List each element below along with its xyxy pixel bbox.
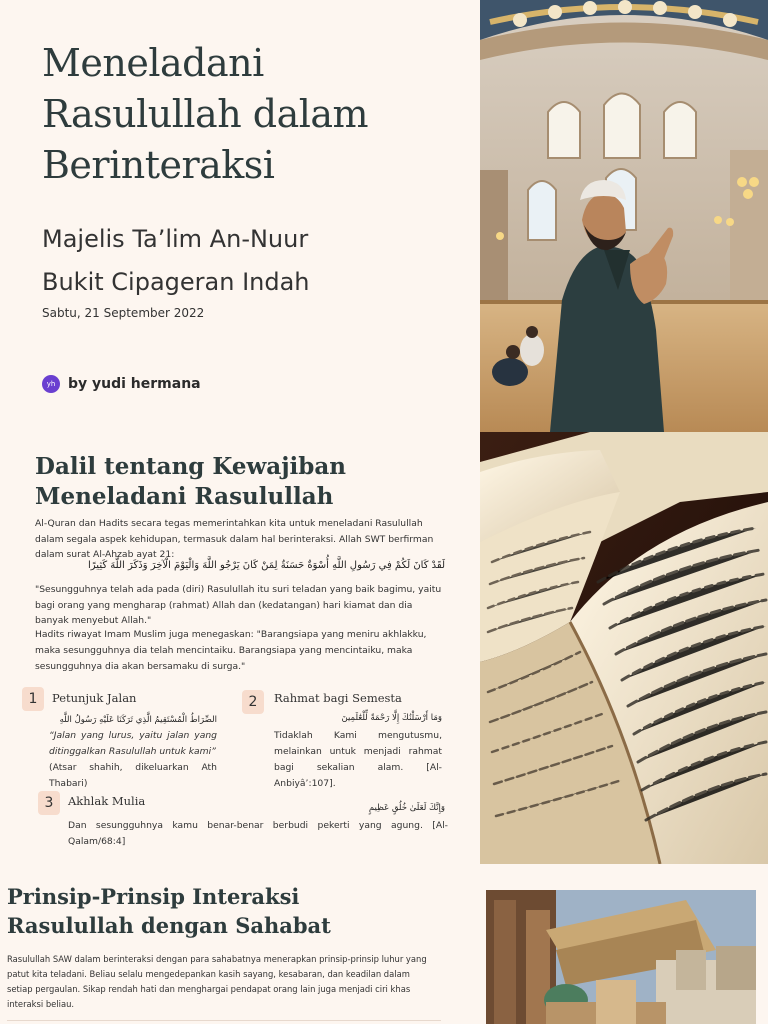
prinsip-slide [0,864,768,1024]
card-number-badge: 1 [22,687,44,711]
ancient-market-image [486,890,756,1024]
author-avatar: yh [42,375,60,393]
card-quote [49,728,217,792]
card-body: Tidaklah Kami mengutusmu, melainkan untuk menjadi rahmat bagi sekalian alam. [Al-Anbiyâ’:107]. [274,730,442,789]
section-divider [7,1020,441,1021]
card-arabic-text: وَإِنَّكَ لَعَلَىٰ خُلُقٍ عَظِيمٍ [368,803,445,813]
title-slide-text-panel [0,0,480,432]
prinsip-body: Rasulullah SAW dalam berinteraksi dengan para sahabatnya menerapkan prinsip-prinsip luhur yang patut kita teladani. Beliau selalu mengedepankan kasih sayang, kesabaran, dan keadilan dalam setiap pergaulan. Sikap rendah hati dan menghargai pendapat orang lain juga menjadi ciri khas interaksi beliau. [7,954,427,1009]
card-quote-source: (Atsar shahih, dikeluarkan Ath Thabari) [49,762,217,789]
card-arabic-text: الصِّرَاطُ الْمُسْتَقِيمُ الَّذِي تَرَكَنَا عَلَيْهِ رَسُولُ اللَّهِ [59,715,217,725]
dalil-slide [0,432,768,864]
al-ahzab-arabic-verse: لَقَدْ كَانَ لَكُمْ فِي رَسُولِ اللَّهِ أُسْوَةٌ حَسَنَةٌ لِمَنْ كَانَ يَرْجُو اللَّهَ وَالْيَوْمَ الْآخِرَ وَذَكَرَ اللَّهَ كَثِيرًا [88,560,445,571]
prinsip-heading: Prinsip-Prinsip Interaksi Rasulullah dengan Sahabat [7,884,331,938]
title-slide [0,0,768,432]
author-byline [42,375,201,393]
al-ahzab-translation: "Sesungguhnya telah ada pada (diri) Rasulullah itu suri teladan yang baik bagimu, yaitu bagi orang yang mengharap (rahmat) Allah dan (kedatangan) hari kiamat dan dia banyak menyebut Allah." [35,584,442,626]
ancient-market-illustration [486,890,756,1024]
author-name: by yudi hermana [68,376,201,392]
card-title: Petunjuk Jalan [52,691,137,705]
card-arabic-text: وَمَا أَرْسَلْنَٰكَ إِلَّا رَحْمَةً لِّلْعَٰلَمِينَ [341,713,442,723]
presentation-title: Meneladani Rasulullah dalam Berinteraksi [42,41,369,187]
card-number-badge: 2 [242,690,264,714]
subtitle-location: Bukit Cipageran Indah [42,268,310,296]
card-title: Akhlak Mulia [68,794,146,808]
mosque-prayer-image [480,0,768,432]
quran-image [480,432,768,864]
card-quote-italic: “Jalan yang lurus, yaitu jalan yang ditinggalkan Rasulullah untuk kami” [49,730,217,757]
card-number-badge: 3 [38,791,60,815]
card-title: Rahmat bagi Semesta [274,691,402,705]
dalil-intro: Al-Quran dan Hadits secara tegas memerintahkan kita untuk meneladani Rasulullah dalam segala aspek kehidupan, termasuk dalam hal berinteraksi. Allah SWT berfirman dalam surat Al-Ahzab ayat 21: [35,518,434,560]
mosque-prayer-illustration [480,0,768,432]
hadith-muslim-text: Hadits riwayat Imam Muslim juga menegaskan: "Barangsiapa yang meniru akhlakku, maka sesungguhnya dia telah mencintaiku. Barangsiapa yang mencintaiku, maka sesungguhnya dia akan bersamaku di surga." [35,629,427,672]
card-body: Dan sesungguhnya kamu benar-benar berbudi pekerti yang agung. [Al-Qalam/68:4] [68,820,448,847]
open-quran-illustration [480,432,768,864]
dalil-heading: Dalil tentang Kewajiban Meneladani Rasulullah [35,453,346,510]
subtitle-majelis: Majelis Ta’lim An-Nuur [42,225,309,253]
presentation-date: Sabtu, 21 September 2022 [42,306,205,320]
